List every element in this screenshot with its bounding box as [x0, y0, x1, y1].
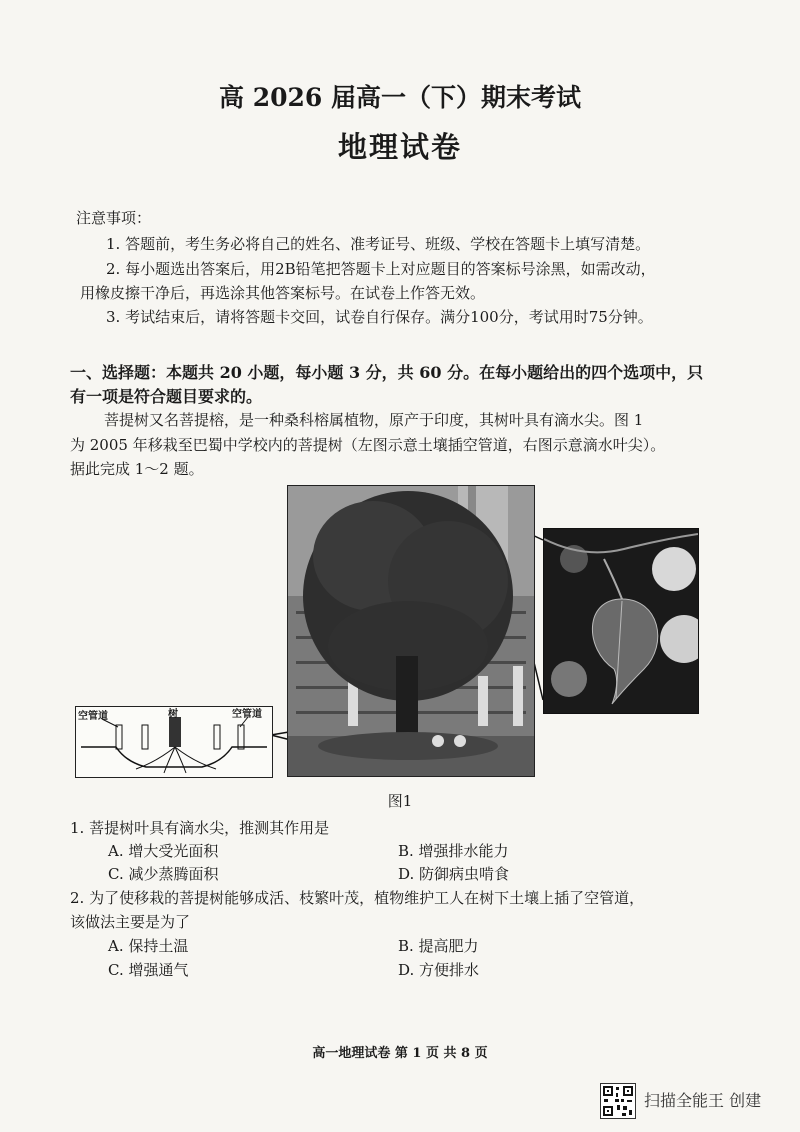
diagram-label-left: 空管道 [78, 711, 108, 722]
question-1-stem: 1. 菩提树叶具有滴水尖，推测其作用是 [70, 819, 330, 837]
question-2-option-d: D. 方便排水 [398, 961, 480, 979]
diagram-label-right: 空管道 [232, 709, 262, 720]
notes-heading: 注意事项： [76, 209, 152, 227]
bodhi-tree-photo [287, 485, 535, 777]
question-1-option-b: B. 增强排水能力 [398, 842, 509, 860]
diagram-label-center: 树 [168, 709, 178, 720]
intro-line-1: 菩提树又名菩提榕，是一种桑科榕属植物，原产于印度，其树叶具有滴水尖。图 1 [104, 411, 644, 429]
qr-code-icon [600, 1083, 636, 1119]
section-heading-line1: 一、选择题：本题共 20 小题，每小题 3 分，共 60 分。在每小题给出的四个选项中，只 [70, 363, 704, 382]
subject-title: 地理试卷 [337, 130, 462, 164]
question-1-option-d: D. 防御病虫啃食 [398, 865, 510, 883]
intro-line-3: 据此完成 1～2 题。 [70, 460, 204, 478]
drip-tip-leaf-photo [543, 528, 699, 714]
question-2-option-c: C. 增强通气 [108, 961, 189, 979]
soil-pipe-diagram [75, 706, 273, 778]
scanner-watermark: 扫描全能王 创建 [644, 1091, 762, 1110]
question-2-stem-line1: 2. 为了使移栽的菩提树能够成活、枝繁叶茂，植物维护工人在树下土壤上插了空管道， [70, 889, 645, 907]
question-2-option-a: A. 保持土温 [108, 937, 189, 955]
question-1-option-a: A. 增大受光面积 [108, 842, 219, 860]
note-item-2: 2. 每小题选出答案后，用2B铅笔把答题卡上对应题目的答案标号涂黑，如需改动， [106, 260, 656, 278]
note-item-3: 3. 考试结束后，请将答题卡交回，试卷自行保存。满分100分，考试用时75分钟。 [106, 308, 653, 326]
question-2-option-b: B. 提高肥力 [398, 937, 479, 955]
section-heading-line2: 有一项是符合题目要求的。 [70, 387, 263, 406]
exam-title: 高 2026 届高一（下）期末考试 [219, 83, 581, 112]
intro-line-2: 为 2005 年移栽至巴蜀中学校内的菩提树（左图示意土壤插空管道，右图示意滴水叶尖）。 [70, 436, 666, 454]
figure-caption: 图1 [387, 792, 413, 810]
note-item-1: 1. 答题前，考生务必将自己的姓名、准考证号、班级、学校在答题卡上填写清楚。 [106, 235, 651, 253]
question-2-stem-line2: 该做法主要是为了 [70, 913, 191, 931]
page-footer: 高一地理试卷 第 1 页 共 8 页 [312, 1046, 488, 1061]
note-item-2-cont: 用橡皮擦干净后，再选涂其他答案标号。在试卷上作答无效。 [80, 284, 486, 302]
question-1-option-c: C. 减少蒸腾面积 [108, 865, 219, 883]
